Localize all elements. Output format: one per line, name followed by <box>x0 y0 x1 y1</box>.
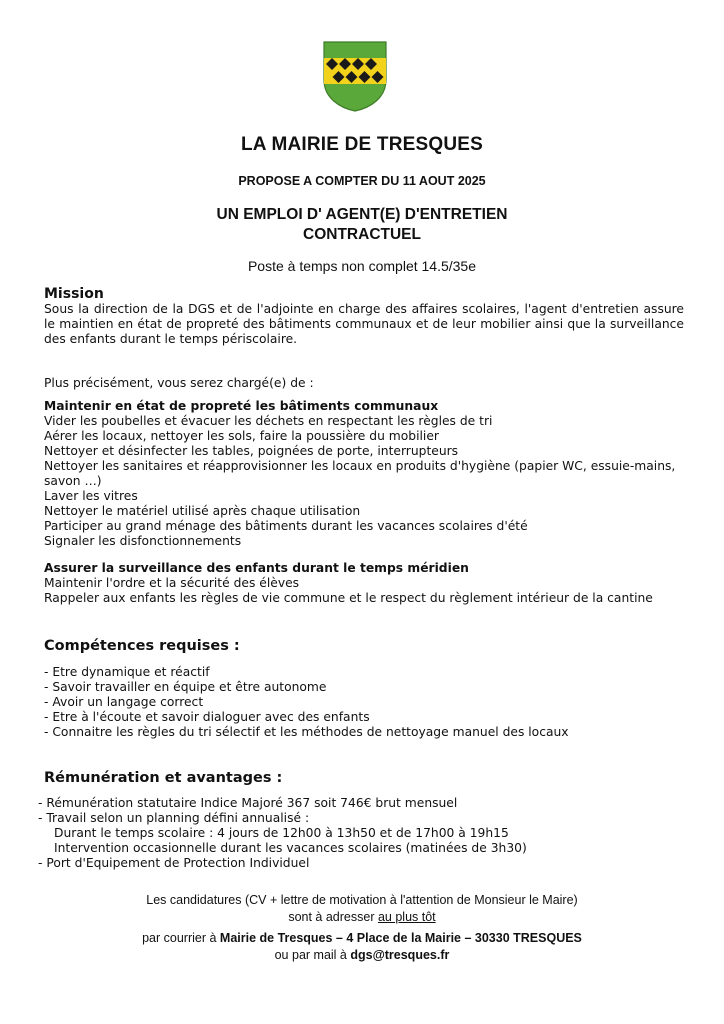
list-item: Maintenir l'ordre et la sécurité des élèves <box>44 576 300 590</box>
list-item: Participer au grand ménage des bâtiments durant les vacances scolaires d'été <box>44 519 528 533</box>
postal-address: Mairie de Tresques – 4 Place de la Mairie – 30330 TRESQUES <box>219 931 582 945</box>
list-item: - Travail selon un planning défini annualisé : <box>38 811 310 825</box>
list-item: Rappeler aux enfants les règles de vie commune et le respect du règlement intérieur de la cantine <box>44 591 653 605</box>
application-line2 <box>0 909 724 926</box>
list-item: Nettoyer les sanitaires et réapprovisionner les locaux en produits d'hygiène (papier WC, essuie-mains, savon …) <box>44 459 676 488</box>
job-title-line2: CONTRACTUEL <box>303 226 421 243</box>
email-address: dgs@tresques.fr <box>350 948 450 962</box>
competences-list <box>44 665 684 740</box>
job-title-line1: UN EMPLOI D' AGENT(E) D'ENTRETIEN <box>216 206 508 223</box>
list-item: Laver les vitres <box>44 489 138 503</box>
list-item: - Rémunération statutaire Indice Majoré 367 soit 746€ brut mensuel <box>38 796 458 810</box>
list-item: Vider les poubelles et évacuer les déchets en respectant les règles de tri <box>44 414 493 428</box>
page-title: LA MAIRIE DE TRESQUES <box>240 134 484 155</box>
postal-prefix: par courrier à <box>142 931 220 945</box>
list-item: - Savoir travailler en équipe et être autonome <box>44 680 327 694</box>
poste-line: Poste à temps non complet 14.5/35e <box>247 258 477 274</box>
list-item: - Etre dynamique et réactif <box>44 665 210 679</box>
email-prefix: ou par mail à <box>274 948 351 962</box>
list-item: Durant le temps scolaire : 4 jours de 12h00 à 13h50 et de 17h00 à 19h15 <box>54 826 509 840</box>
section-cleaning-heading: Maintenir en état de propreté les bâtiments communaux <box>44 399 439 413</box>
mission-heading: Mission <box>44 286 104 302</box>
mission-intro: Plus précisément, vous serez chargé(e) de : <box>44 376 314 390</box>
list-item: - Avoir un langage correct <box>44 695 204 709</box>
coat-of-arms-icon <box>322 40 388 112</box>
section-supervision <box>44 561 684 606</box>
application-line1: Les candidatures (CV + lettre de motivation à l'attention de Monsieur le Maire) <box>146 893 578 907</box>
list-item: Nettoyer et désinfecter les tables, poignées de porte, interrupteurs <box>44 444 459 458</box>
section-supervision-heading: Assurer la surveillance des enfants durant le temps méridien <box>44 561 469 575</box>
email-line <box>0 947 724 964</box>
remuneration-heading: Rémunération et avantages : <box>44 770 283 786</box>
asap-text: au plus tôt <box>377 910 436 924</box>
list-item: - Connaitre les règles du tri sélectif et les méthodes de nettoyage manuel des locaux <box>44 725 569 739</box>
list-item: Aérer les locaux, nettoyer les sols, faire la poussière du mobilier <box>44 429 439 443</box>
postal-address-line <box>0 930 724 947</box>
application-info <box>0 892 724 926</box>
mission-text: Sous la direction de la DGS et de l'adjointe en charge des affaires scolaires, l'agent d'entretien assure le maintien en état de propreté des bâtiments communaux et de leur mobilier ainsi que la surveillance des enfants durant le temps périscolaire. <box>44 302 684 346</box>
list-item: Signaler les disfonctionnements <box>44 534 242 548</box>
competences-heading: Compétences requises : <box>44 638 240 654</box>
list-item: - Port d'Equipement de Protection Individuel <box>38 856 310 870</box>
list-item: Nettoyer le matériel utilisé après chaque utilisation <box>44 504 361 518</box>
start-date-line: PROPOSE A COMPTER DU 11 AOUT 2025 <box>238 174 486 188</box>
list-item: - Etre à l'écoute et savoir dialoguer avec des enfants <box>44 710 370 724</box>
contact-info <box>0 930 724 964</box>
list-item: Intervention occasionnelle durant les vacances scolaires (matinées de 3h30) <box>54 841 527 855</box>
application-line2-text: sont à adresser <box>288 910 378 924</box>
remuneration-list <box>38 796 678 871</box>
section-cleaning <box>44 399 684 549</box>
